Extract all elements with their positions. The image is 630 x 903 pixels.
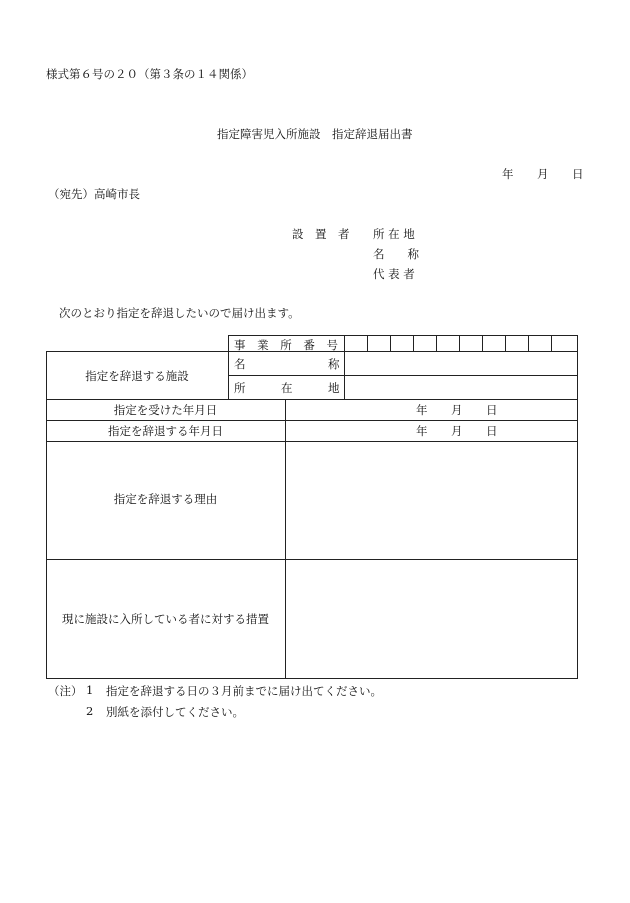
office-number-label-char: 業 (257, 338, 269, 352)
withdraw-year: 年 (416, 424, 428, 438)
reason-label: 指定を辞退する理由 (113, 492, 218, 506)
notes-prefix: （注） (48, 684, 83, 698)
designated-date-label: 指定を受けた年月日 (113, 403, 218, 417)
document-title: 指定障害児入所施設 指定辞退届出書 (217, 127, 413, 141)
submitter-role: 設 置 者 (292, 227, 350, 241)
facility-address-label-b: 在 (281, 381, 293, 395)
note-1-number: 1 (86, 683, 94, 697)
withdraw-month: 月 (451, 424, 463, 438)
facility-address-label-a: 所 (234, 381, 246, 395)
office-number-label-char: 号 (326, 338, 338, 352)
measures-label: 現に施設に入所している者に対する措置 (62, 612, 269, 626)
office-number-label (234, 337, 338, 353)
facility-name-label-a: 名 (234, 357, 246, 371)
addressee: （宛先）高崎市長 (48, 187, 140, 201)
office-number-label-char: 事 (234, 338, 246, 352)
submitter-representative-label: 代 表 者 (373, 267, 415, 281)
facility-name-label-b: 称 (328, 357, 340, 371)
facility-label: 指定を辞退する施設 (85, 369, 189, 383)
intro-text: 次のとおり指定を辞退したいので届け出ます。 (59, 306, 300, 320)
note-2-number: 2 (86, 704, 94, 718)
date-year: 年 (502, 167, 514, 181)
withdraw-day: 日 (486, 424, 498, 438)
designated-month: 月 (451, 403, 463, 417)
designated-year: 年 (416, 403, 428, 417)
facility-address-label-c: 地 (328, 381, 340, 395)
note-2-text: 別紙を添付してください。 (106, 705, 244, 719)
designated-day: 日 (486, 403, 498, 417)
submitter-address-label: 所 在 地 (373, 227, 415, 241)
submitter-name-label: 名 称 (373, 247, 419, 261)
office-number-label-char: 番 (303, 338, 315, 352)
date-day: 日 (572, 167, 584, 181)
office-number-label-char: 所 (280, 338, 292, 352)
withdraw-date-label: 指定を辞退する年月日 (108, 424, 223, 438)
form-number: 様式第６号の２０（第３条の１４関係） (46, 67, 253, 81)
note-1-text: 指定を辞退する日の３月前までに届け出てください。 (106, 684, 382, 698)
date-month: 月 (537, 167, 549, 181)
